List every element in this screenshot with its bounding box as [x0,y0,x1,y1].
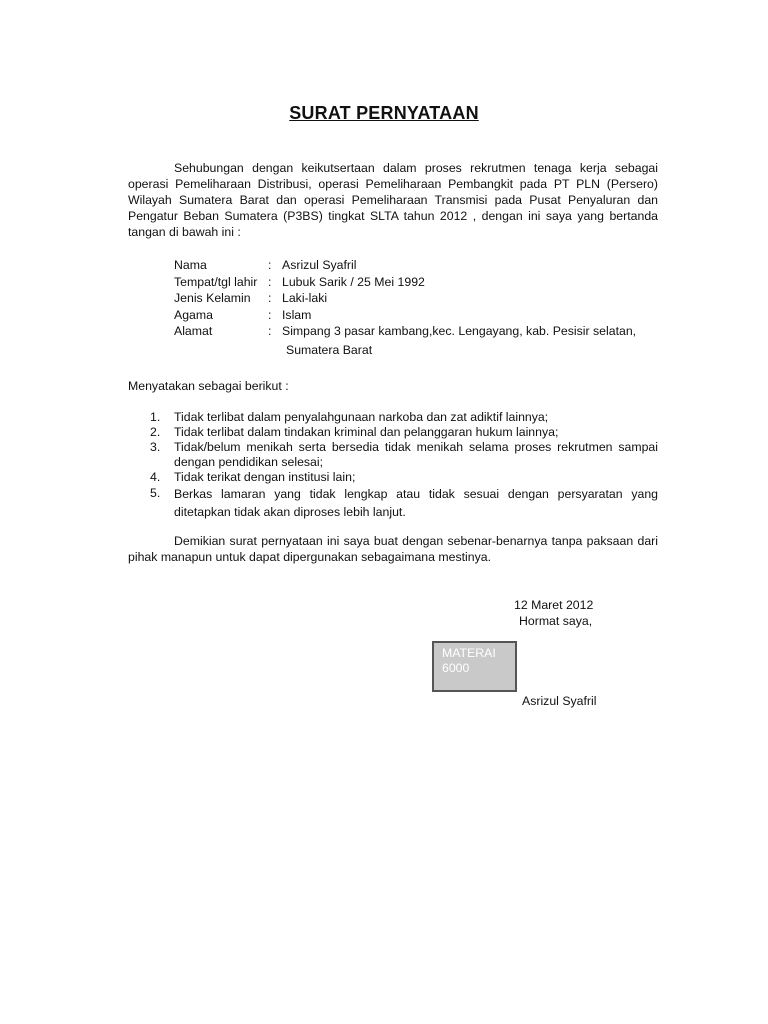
stamp-label: MATERAI [442,646,496,660]
list-item-text: Tidak terlibat dalam penyalahgunaan narkoba dan zat adiktif lainnya; [174,410,549,424]
list-item-text: Berkas lamaran yang tidak lengkap atau tidak sesuai dengan persyaratan yang ditetapkan tidak akan diproses lebih lanjut. [174,487,658,519]
identity-colon: : [268,307,272,322]
identity-value: Islam [282,307,312,322]
identity-label: Alamat [174,324,213,338]
identity-value: Lubuk Sarik / 25 Mei 1992 [282,274,425,289]
list-item [128,410,658,425]
document-title: SURAT PERNYATAAN [289,103,479,123]
declaration-list [128,410,658,521]
signature-date: 12 Maret 2012 [514,598,594,612]
list-item-number: 5. [150,486,161,500]
signatory-name: Asrizul Syafril [522,694,597,708]
revenue-stamp [432,641,517,692]
list-item-number: 1. [150,410,161,424]
list-item-number: 2. [150,425,161,439]
list-item [128,486,658,521]
identity-colon: : [268,324,272,338]
identity-value: Simpang 3 pasar kambang,kec. Lengayang, kab. Pesisir selatan, [282,324,637,338]
identity-label: Nama [174,258,207,272]
identity-value: Asrizul Syafril [282,258,357,272]
identity-label: Jenis Kelamin [174,291,251,305]
closing-paragraph: Demikian surat pernyataan ini saya buat dengan sebenar-benarnya tanpa paksaan dari pihak manapun untuk dapat dipergunakan sebagaimana mestinya. [128,534,658,564]
list-item-number: 4. [150,470,161,484]
intro-paragraph: Sehubungan dengan keikutsertaan dalam proses rekrutmen tenaga kerja sebagai operasi Pemeliharaan Distribusi, operasi Pemeliharaan Pembangkit pada PT PLN (Persero) Wilayah Sumatera Barat dan operasi Pemeliharaan Transmisi pada Pusat Penyaluran dan Pengatur Beban Sumatera (P3BS) tingkat SLTA tahun 2012 , dengan ini saya yang bertanda tangan di bawah ini : [128,161,658,239]
list-item [128,425,658,440]
identity-label: Agama [174,307,213,322]
identity-colon: : [268,291,272,305]
signature-greeting: Hormat saya, [519,614,593,628]
list-item [128,470,658,486]
identity-colon: : [268,258,272,272]
address-continued: Sumatera Barat [286,343,373,357]
list-item [128,440,658,470]
stamp-value: 6000 [442,661,470,675]
declaration-heading: Menyatakan sebagai berikut : [128,379,289,393]
list-item-text: Tidak/belum menikah serta bersedia tidak menikah selama proses rekrutmen sampai dengan pendidikan selesai; [174,440,658,469]
list-item-number: 3. [150,440,161,454]
list-item-text: Tidak terikat dengan institusi lain; [174,470,356,484]
identity-value: Laki-laki [282,291,328,305]
identity-label: Tempat/tgl lahir [174,274,258,289]
identity-colon: : [268,274,272,289]
list-item-text: Tidak terlibat dalam tindakan kriminal dan pelanggaran hukum lainnya; [174,425,559,439]
